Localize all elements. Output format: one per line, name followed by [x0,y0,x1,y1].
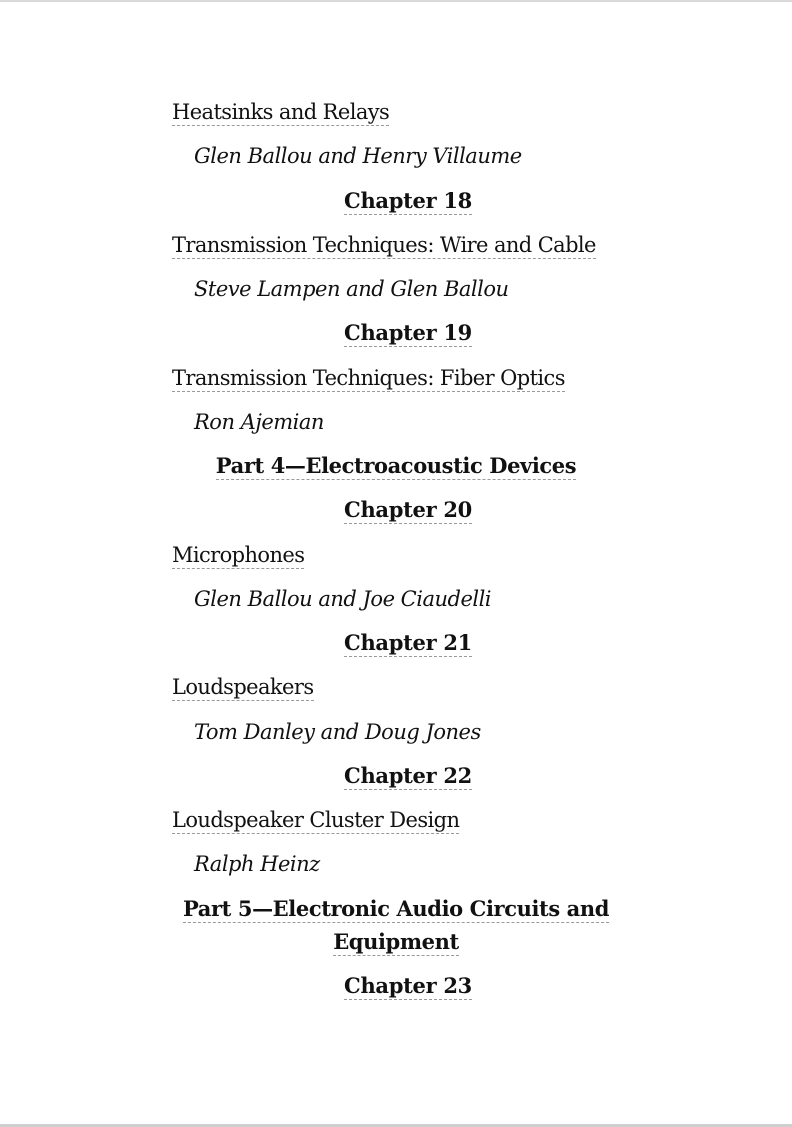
toc-link[interactable]: Chapter 21 [344,630,472,655]
toc-link[interactable]: Microphones [172,543,305,567]
toc-chapter-21[interactable] [0,631,792,655]
toc-link[interactable]: Equipment [333,929,459,954]
toc-author: Glen Ballou and Henry Villaume [194,144,522,168]
toc-link[interactable]: Chapter 22 [344,763,472,788]
toc-author: Glen Ballou and Joe Ciaudelli [194,587,492,611]
toc-title-fiber-optics[interactable] [172,366,565,390]
toc-link[interactable]: Chapter 18 [344,188,472,213]
toc-part-4[interactable] [0,454,792,478]
toc-chapter-19[interactable] [0,321,792,345]
toc-title-microphones[interactable] [172,543,304,567]
toc-link[interactable]: Chapter 19 [344,320,472,345]
toc-title-heatsinks[interactable] [172,100,389,124]
toc-link[interactable]: Transmission Techniques: Wire and Cable [172,233,596,257]
toc-part-5-line-2[interactable] [0,930,792,954]
toc-link[interactable]: Heatsinks and Relays [172,100,390,124]
toc-link[interactable]: Chapter 20 [344,497,472,522]
toc-author: Steve Lampen and Glen Ballou [194,277,509,301]
toc-chapter-23[interactable] [0,974,792,998]
toc-chapter-18[interactable] [0,189,792,213]
toc-part-5-line-1[interactable] [0,897,792,921]
toc-link[interactable]: Loudspeaker Cluster Design [172,808,460,832]
toc-link[interactable]: Loudspeakers [172,675,314,699]
toc-link[interactable]: Part 5—Electronic Audio Circuits and [182,896,610,921]
toc-title-wire-cable[interactable] [172,233,596,257]
toc-chapter-20[interactable] [0,498,792,522]
toc-title-loudspeakers[interactable] [172,675,314,699]
toc-link[interactable]: Transmission Techniques: Fiber Optics [172,366,565,390]
toc-author: Ralph Heinz [194,852,320,876]
toc-author: Ron Ajemian [194,410,324,434]
toc-chapter-22[interactable] [0,764,792,788]
toc-link[interactable]: Part 4—Electroacoustic Devices [215,453,577,478]
toc-title-cluster-design[interactable] [172,808,459,832]
toc-author: Tom Danley and Doug Jones [194,720,481,744]
toc-link[interactable]: Chapter 23 [344,973,472,998]
